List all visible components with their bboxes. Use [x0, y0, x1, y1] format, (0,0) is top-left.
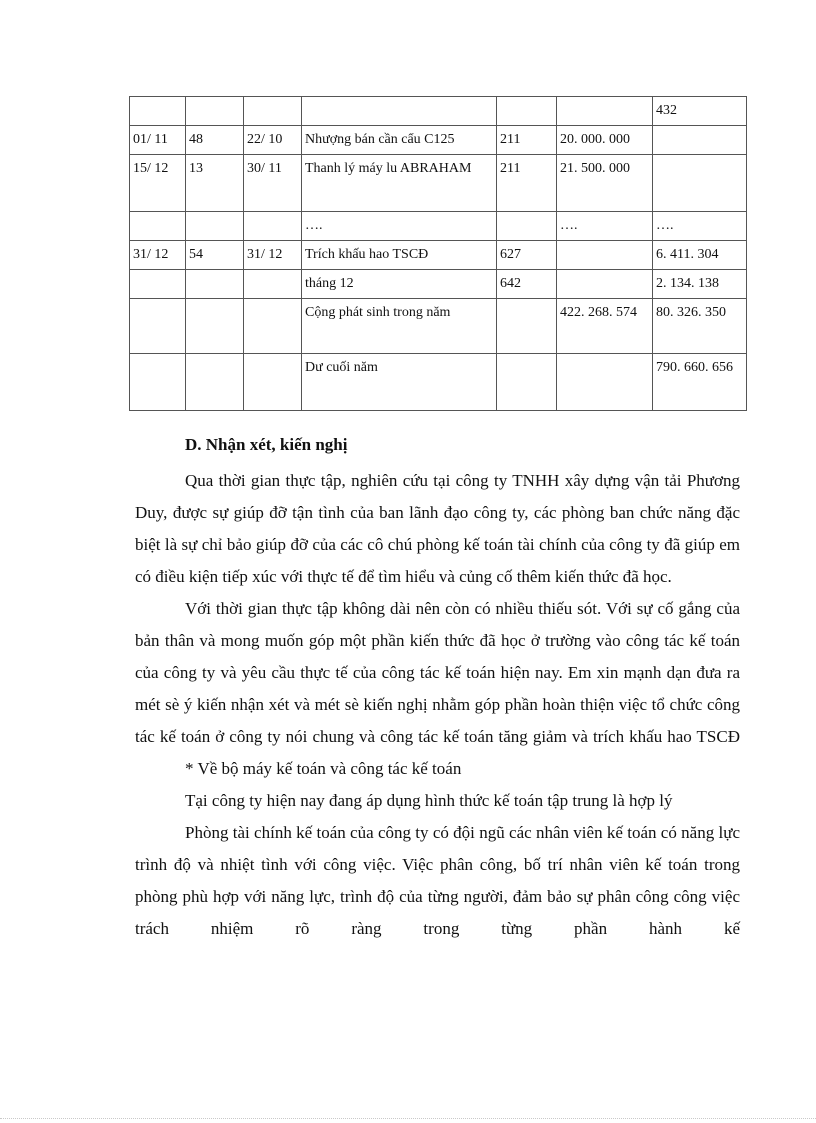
table-cell: 211 — [497, 126, 557, 155]
paragraph: Tại công ty hiện nay đang áp dụng hình thức kế toán tập trung là hợp lý — [185, 791, 673, 810]
table-row — [130, 270, 747, 299]
table-cell — [557, 354, 653, 411]
ledger-table — [129, 96, 747, 411]
table-row — [130, 354, 747, 411]
table-cell: 20. 000. 000 — [557, 126, 653, 155]
table-cell: 21. 500. 000 — [557, 155, 653, 212]
table-cell: 432 — [653, 97, 747, 126]
table-cell: 13 — [186, 155, 244, 212]
table-cell — [186, 354, 244, 411]
paragraph: * Về bộ máy kế toán và công tác kế toán — [185, 759, 462, 778]
table-cell — [497, 212, 557, 241]
table-cell — [186, 270, 244, 299]
table-row — [130, 97, 747, 126]
table-cell — [653, 126, 747, 155]
table-cell: 31/ 12 — [130, 241, 186, 270]
body-text — [135, 465, 740, 945]
table-cell — [497, 299, 557, 354]
table-cell: tháng 12 — [302, 270, 497, 299]
table-cell: 790. 660. 656 — [653, 354, 747, 411]
section-heading: D. Nhận xét, kiến nghị — [185, 435, 348, 454]
table-cell — [244, 270, 302, 299]
table-cell: Dư cuối năm — [302, 354, 497, 411]
table-cell — [186, 97, 244, 126]
table-cell — [186, 212, 244, 241]
table-cell — [130, 97, 186, 126]
table-cell: 31/ 12 — [244, 241, 302, 270]
table-cell: Trích khấu hao TSCĐ — [302, 241, 497, 270]
table-cell: 30/ 11 — [244, 155, 302, 212]
table-row — [130, 299, 747, 354]
table-row — [130, 155, 747, 212]
table-cell — [497, 354, 557, 411]
table-cell: …. — [302, 212, 497, 241]
table-cell — [130, 354, 186, 411]
table-cell: 15/ 12 — [130, 155, 186, 212]
table-row — [130, 126, 747, 155]
table-row — [130, 241, 747, 270]
table-cell: Nhượng bán cần cẩu C125 — [302, 126, 497, 155]
table-cell: 01/ 11 — [130, 126, 186, 155]
table-cell — [130, 270, 186, 299]
table-cell — [497, 97, 557, 126]
table-cell: 80. 326. 350 — [653, 299, 747, 354]
table-cell: …. — [557, 212, 653, 241]
paragraph: Qua thời gian thực tập, nghiên cứu tại công ty TNHH xây dựng vận tải Phương Duy, được sự giúp đỡ tận tình của ban lãnh đạo công ty, các phòng ban chức năng đặc biệt là sự chỉ bảo giúp đỡ của các cô chú phòng kế toán tài chính của công ty đã giúp em có điều kiện tiếp xúc với thực tế để tìm hiểu và củng cố thêm kiến thức đã học. — [135, 471, 740, 586]
table-cell: 422. 268. 574 — [557, 299, 653, 354]
table-cell — [302, 97, 497, 126]
table-cell: 6. 411. 304 — [653, 241, 747, 270]
table-cell: 2. 134. 138 — [653, 270, 747, 299]
table-cell: Thanh lý máy lu ABRAHAM — [302, 155, 497, 212]
table-cell: 48 — [186, 126, 244, 155]
table-cell: …. — [653, 212, 747, 241]
table-cell: 642 — [497, 270, 557, 299]
table-cell — [244, 354, 302, 411]
table-cell: 22/ 10 — [244, 126, 302, 155]
table-cell — [186, 299, 244, 354]
table-cell — [557, 241, 653, 270]
table-cell — [653, 155, 747, 212]
paragraph: Với thời gian thực tập không dài nên còn có nhiều thiếu sót. Với sự cố gắng của bản thân và mong muốn góp một phần kiến thức đã học ở trường vào công tác kế toán của công ty và yêu cầu thực tế của công tác kế toán hiện nay. Em xin mạnh dạn đưa ra mét sè ý kiến nhận xét và mét sè kiến nghị nhằm góp phần hoàn thiện việc tổ chức công tác kế toán ở công ty nói chung và công tác kế toán tăng giảm và trích khấu hao TSCĐ — [135, 599, 740, 746]
table-cell — [557, 270, 653, 299]
table-row — [130, 212, 747, 241]
paragraph: Phòng tài chính kế toán của công ty có đội ngũ các nhân viên kế toán có năng lực trình độ và nhiệt tình với công việc. Việc phân công, bố trí nhân viên kế toán trong phòng phù hợp với năng lực, trình độ của từng người, đảm bảo sự phân công công việc trách nhiệm rõ ràng trong từng phần hành kế — [135, 823, 740, 938]
page-border — [0, 1118, 816, 1119]
table-cell — [130, 299, 186, 354]
table-cell — [244, 299, 302, 354]
table-cell: Cộng phát sinh trong năm — [302, 299, 497, 354]
table-cell: 627 — [497, 241, 557, 270]
table-cell: 54 — [186, 241, 244, 270]
table-cell — [244, 212, 302, 241]
table-cell: 211 — [497, 155, 557, 212]
table-cell — [557, 97, 653, 126]
table-cell — [130, 212, 186, 241]
table-cell — [244, 97, 302, 126]
